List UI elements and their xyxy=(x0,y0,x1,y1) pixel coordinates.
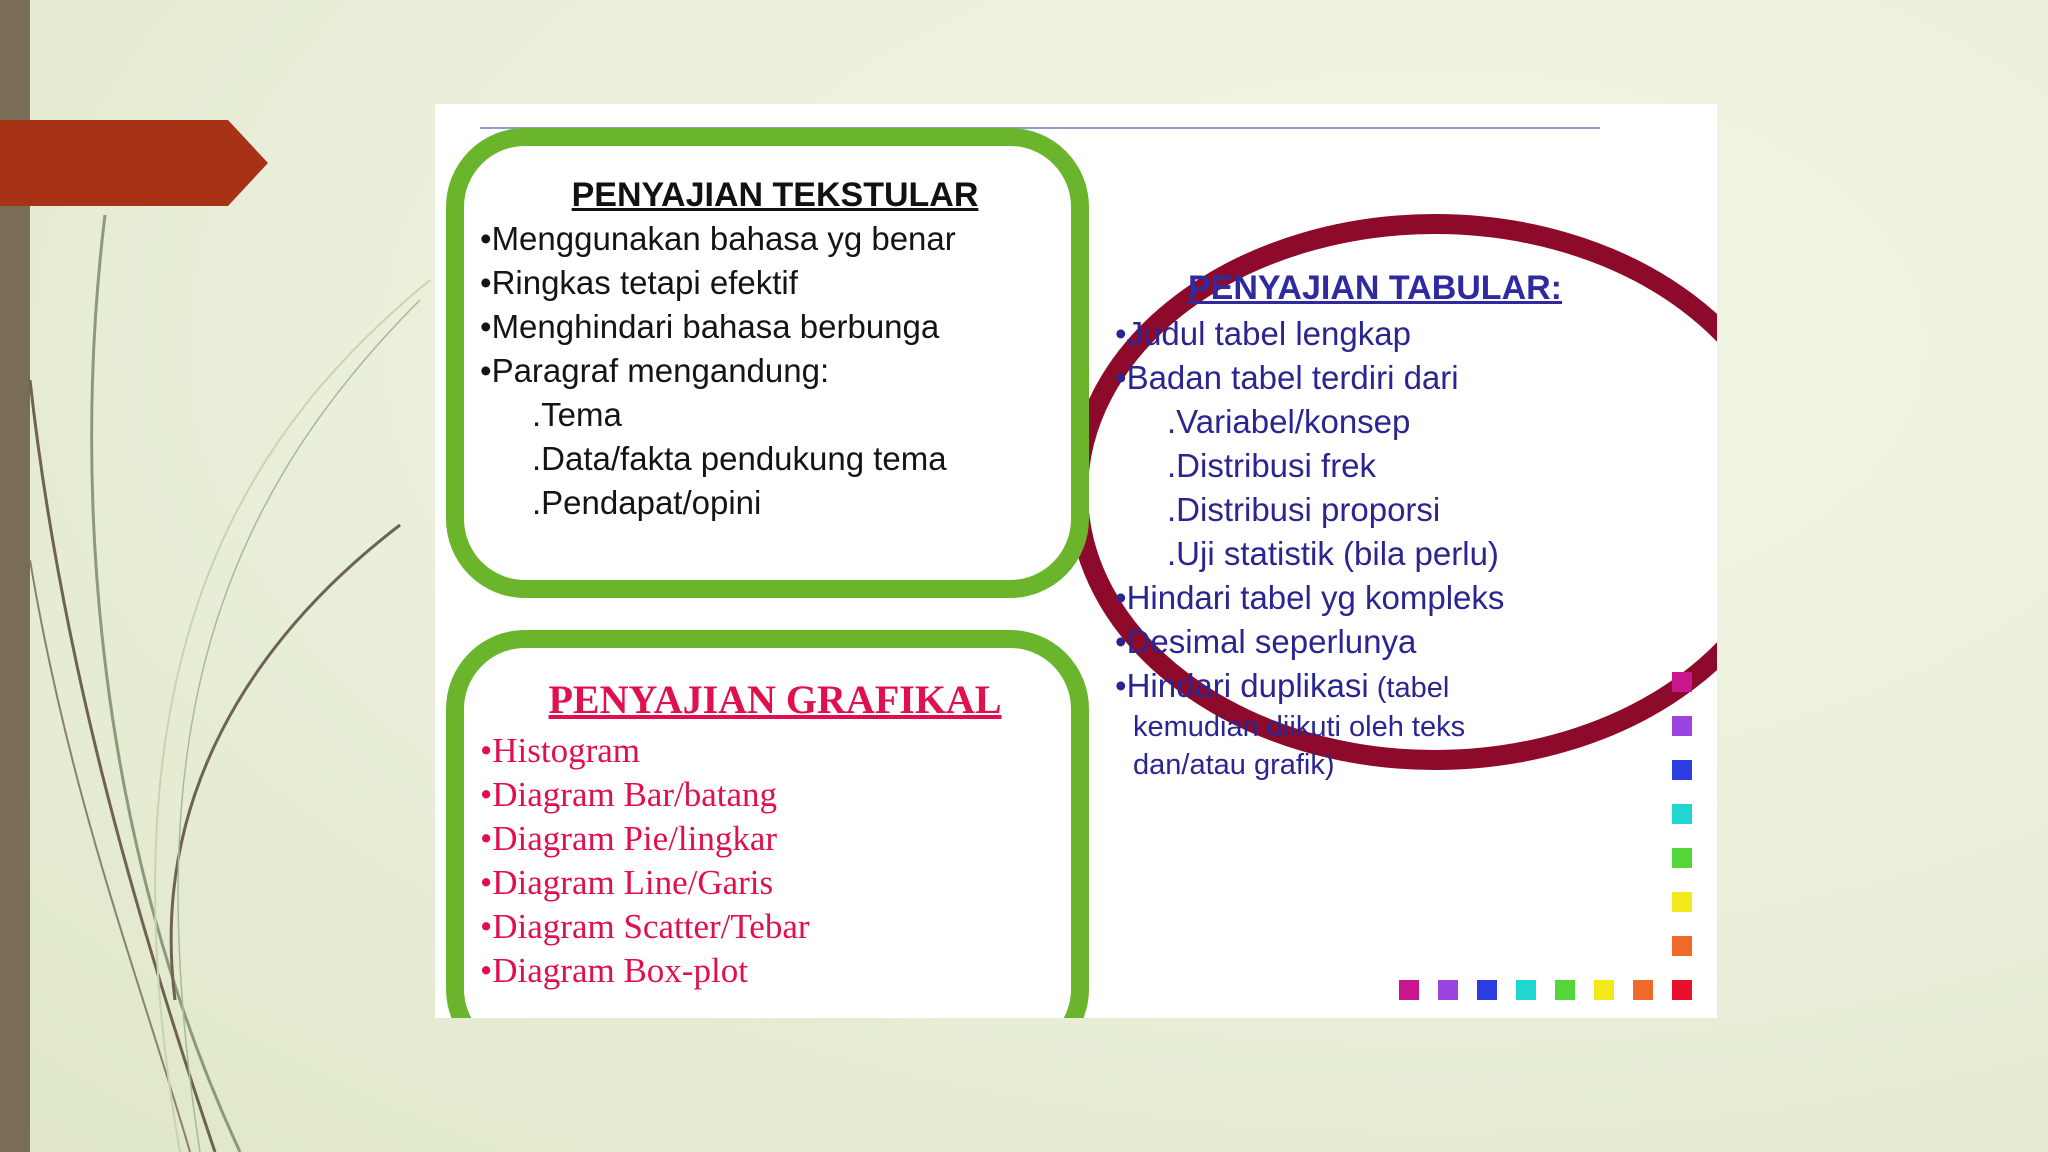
color-square xyxy=(1672,980,1692,1000)
color-square-column xyxy=(1672,892,1692,912)
sub-list-item: .Uji statistik (bila perlu) xyxy=(1167,535,1499,572)
arrow-shape xyxy=(0,120,268,206)
sub-list-item: .Distribusi frek xyxy=(1167,447,1377,484)
tabular-title: PENYAJIAN TABULAR: xyxy=(1187,269,1563,307)
color-square-column xyxy=(1672,716,1692,736)
list-item: • Diagram Bar/batang xyxy=(480,773,1040,817)
color-square xyxy=(1594,980,1614,1000)
list-item-duplication xyxy=(1115,664,1635,708)
list-item: • Histogram xyxy=(480,729,1040,773)
list-item: • Paragraf mengandung: xyxy=(480,349,1040,393)
sub-list-item: .Tema xyxy=(532,396,622,433)
list-item: • Judul tabel lengkap xyxy=(1115,312,1635,356)
list-item: • Diagram Line/Garis xyxy=(480,861,1040,905)
grafikal-title: PENYAJIAN GRAFIKAL xyxy=(548,677,1002,722)
color-square-column xyxy=(1672,672,1692,692)
duplication-note-line-3: dan/atau grafik) xyxy=(1133,749,1335,781)
tabular-list xyxy=(1115,312,1635,784)
tekstular-title: PENYAJIAN TEKSTULAR xyxy=(571,176,979,214)
sub-list-item: .Pendapat/opini xyxy=(532,484,762,521)
color-square xyxy=(1438,980,1458,1000)
list-item: • Menggunakan bahasa yg benar xyxy=(480,217,1040,261)
list-item: • Diagram Pie/lingkar xyxy=(480,817,1040,861)
tabular-box xyxy=(1115,269,1635,784)
slide-image xyxy=(435,104,1717,1018)
duplication-lead: Hindari duplikasi xyxy=(1126,667,1369,704)
grafikal-box xyxy=(480,676,1040,993)
color-square-column xyxy=(1672,804,1692,824)
grafikal-list xyxy=(480,729,1040,993)
sub-list-item: .Variabel/konsep xyxy=(1167,403,1411,440)
tekstular-box xyxy=(480,176,1040,525)
list-item: • Ringkas tetapi efektif xyxy=(480,261,1040,305)
color-square-column xyxy=(1672,936,1692,956)
list-item: • Menghindari bahasa berbunga xyxy=(480,305,1040,349)
color-square-column xyxy=(1672,848,1692,868)
list-item: • Desimal seperlunya xyxy=(1115,620,1635,664)
color-square xyxy=(1399,980,1419,1000)
sub-list-item: .Distribusi proporsi xyxy=(1167,491,1441,528)
list-item: • Diagram Box-plot xyxy=(480,949,1040,993)
color-square xyxy=(1555,980,1575,1000)
duplication-note-line-1: (tabel xyxy=(1368,672,1450,704)
list-item: • Badan tabel terdiri dari xyxy=(1115,356,1635,400)
color-square xyxy=(1477,980,1497,1000)
list-item: • Diagram Scatter/Tebar xyxy=(480,905,1040,949)
duplication-note-line-2: kemudian diikuti oleh teks xyxy=(1133,711,1466,743)
color-square xyxy=(1516,980,1536,1000)
arrow-tab xyxy=(0,120,270,206)
list-item: • Hindari tabel yg kompleks xyxy=(1115,576,1635,620)
sub-list-item: .Data/fakta pendukung tema xyxy=(532,440,947,477)
tekstular-list xyxy=(480,217,1040,525)
color-square xyxy=(1633,980,1653,1000)
color-square-column xyxy=(1672,760,1692,780)
